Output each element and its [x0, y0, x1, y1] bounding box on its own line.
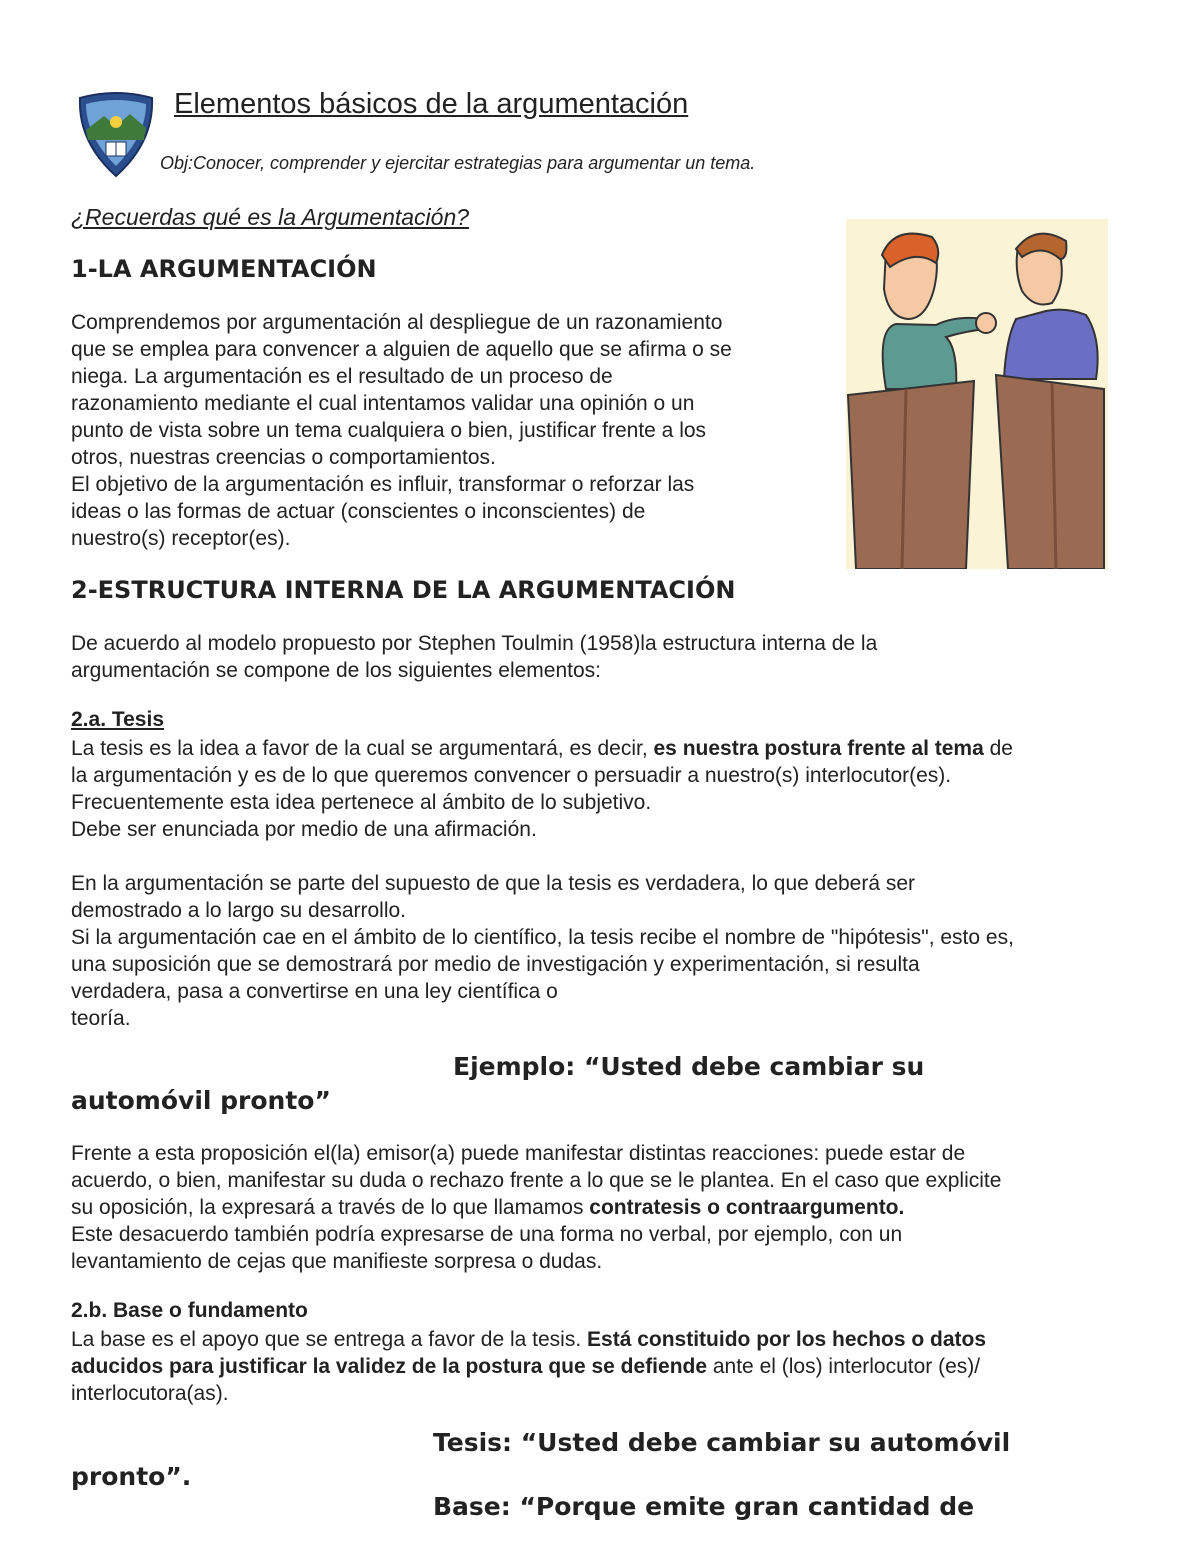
text-span: La base es el apoyo que se entrega a favor de la tesis.	[71, 1328, 588, 1351]
text-line: Si la argumentación cae en el ámbito de lo científico, la tesis recibe el nombre de "hipótesis", esto es,	[71, 926, 1014, 949]
tesis-paragraph-3	[71, 1140, 1151, 1275]
text-line: En la argumentación se parte del supuesto de que la tesis es verdadera, lo que deberá ser	[71, 872, 916, 895]
text-line: la argumentación y es de lo que queremos convencer o persuadir a nuestro(s) interlocutor(es).	[71, 764, 952, 787]
text-span: La tesis es la idea a favor de la cual se argumentará, es decir,	[71, 737, 654, 760]
text-line: teoría.	[71, 1007, 131, 1030]
text-line: acuerdo, o bien, manifestar su duda o rechazo frente a lo que se le plantea. En el caso que explicite	[71, 1169, 1002, 1192]
text-line: ideas o las formas de actuar (conscientes o inconscientes) de	[71, 500, 646, 523]
tesis-example-line-1: Tesis: “Usted debe cambiar su automóvil	[433, 1428, 1011, 1457]
objective-text: Obj:Conocer, comprender y ejercitar estrategias para argumentar un tema.	[160, 153, 756, 173]
bold-span: aducidos para justificar la validez de la postura que se defiende	[71, 1355, 708, 1378]
text-line: El objetivo de la argumentación es influir, transformar o reforzar las	[71, 473, 695, 496]
page-title: Elementos básicos de la argumentación	[174, 88, 689, 120]
text-line: interlocutora(as).	[71, 1382, 229, 1405]
text-line: Debe ser enunciada por medio de una afirmación.	[71, 818, 537, 841]
text-line: demostrado a lo largo su desarrollo.	[71, 899, 407, 922]
text-line: argumentación se compone de los siguientes elementos:	[71, 659, 601, 682]
text-line: De acuerdo al modelo propuesto por Stephen Toulmin (1958)la estructura interna de la	[71, 632, 878, 655]
example-line-2: automóvil pronto”	[71, 1086, 331, 1115]
example-line-1: Ejemplo: “Usted debe cambiar su	[453, 1052, 925, 1081]
text-line: que se emplea para convencer a alguien de aquello que se afirma o se	[71, 338, 732, 361]
intro-question: ¿Recuerdas qué es la Argumentación?	[71, 204, 470, 230]
base-example-line-1: Base: “Porque emite gran cantidad de	[433, 1492, 975, 1521]
text-line: nuestro(s) receptor(es).	[71, 527, 291, 550]
tesis-heading: 2.a. Tesis	[71, 708, 165, 731]
text-line: levantamiento de cejas que manifieste sorpresa o dudas.	[71, 1250, 603, 1273]
text-line	[71, 1194, 1151, 1221]
text-line: Este desacuerdo también podría expresarse de una forma no verbal, por ejemplo, con un	[71, 1223, 903, 1246]
bold-span: es nuestra postura frente al tema	[653, 737, 984, 760]
text-line: otros, nuestras creencias o comportamientos.	[71, 446, 496, 469]
bold-span: contratesis o contraargumento.	[589, 1196, 905, 1219]
text-span: su oposición, la expresará a través de lo que llamamos	[71, 1196, 590, 1219]
text-line	[71, 735, 1151, 762]
section2-intro	[71, 630, 1151, 684]
text-line: una suposición que se demostrará por medio de investigación y experimentación, si resulta	[71, 953, 920, 976]
section2-heading: 2-ESTRUCTURA INTERNA DE LA ARGUMENTACIÓN	[71, 576, 736, 604]
debate-illustration	[846, 219, 1108, 569]
text-line: Frecuentemente esta idea pertenece al ámbito de lo subjetivo.	[71, 791, 652, 814]
bold-span: Está constituido por los hechos o datos	[587, 1328, 987, 1351]
school-crest-logo	[76, 92, 156, 178]
text-span: de	[983, 737, 1013, 760]
tesis-paragraph	[71, 735, 1151, 843]
text-line: razonamiento mediante el cual intentamos validar una opinión o un	[71, 392, 695, 415]
text-span: ante el (los) interlocutor (es)/	[707, 1355, 981, 1378]
text-line: punto de vista sobre un tema cualquiera o bien, justificar frente a los	[71, 419, 707, 442]
text-line: niega. La argumentación es el resultado de un proceso de	[71, 365, 613, 388]
section1-heading: 1-LA ARGUMENTACIÓN	[71, 255, 377, 283]
tesis-paragraph-2	[71, 870, 1151, 1032]
section1-paragraph	[71, 309, 831, 552]
base-paragraph	[71, 1326, 1151, 1407]
text-line	[71, 1326, 1151, 1353]
text-line: Frente a esta proposición el(la) emisor(a) puede manifestar distintas reacciones: puede estar de	[71, 1142, 966, 1165]
text-line: verdadera, pasa a convertirse en una ley científica o	[71, 980, 558, 1003]
tesis-example-line-2: pronto”.	[71, 1462, 192, 1491]
base-heading: 2.b. Base o fundamento	[71, 1299, 308, 1322]
text-line	[71, 1353, 1151, 1380]
text-line: Comprendemos por argumentación al despliegue de un razonamiento	[71, 311, 723, 334]
